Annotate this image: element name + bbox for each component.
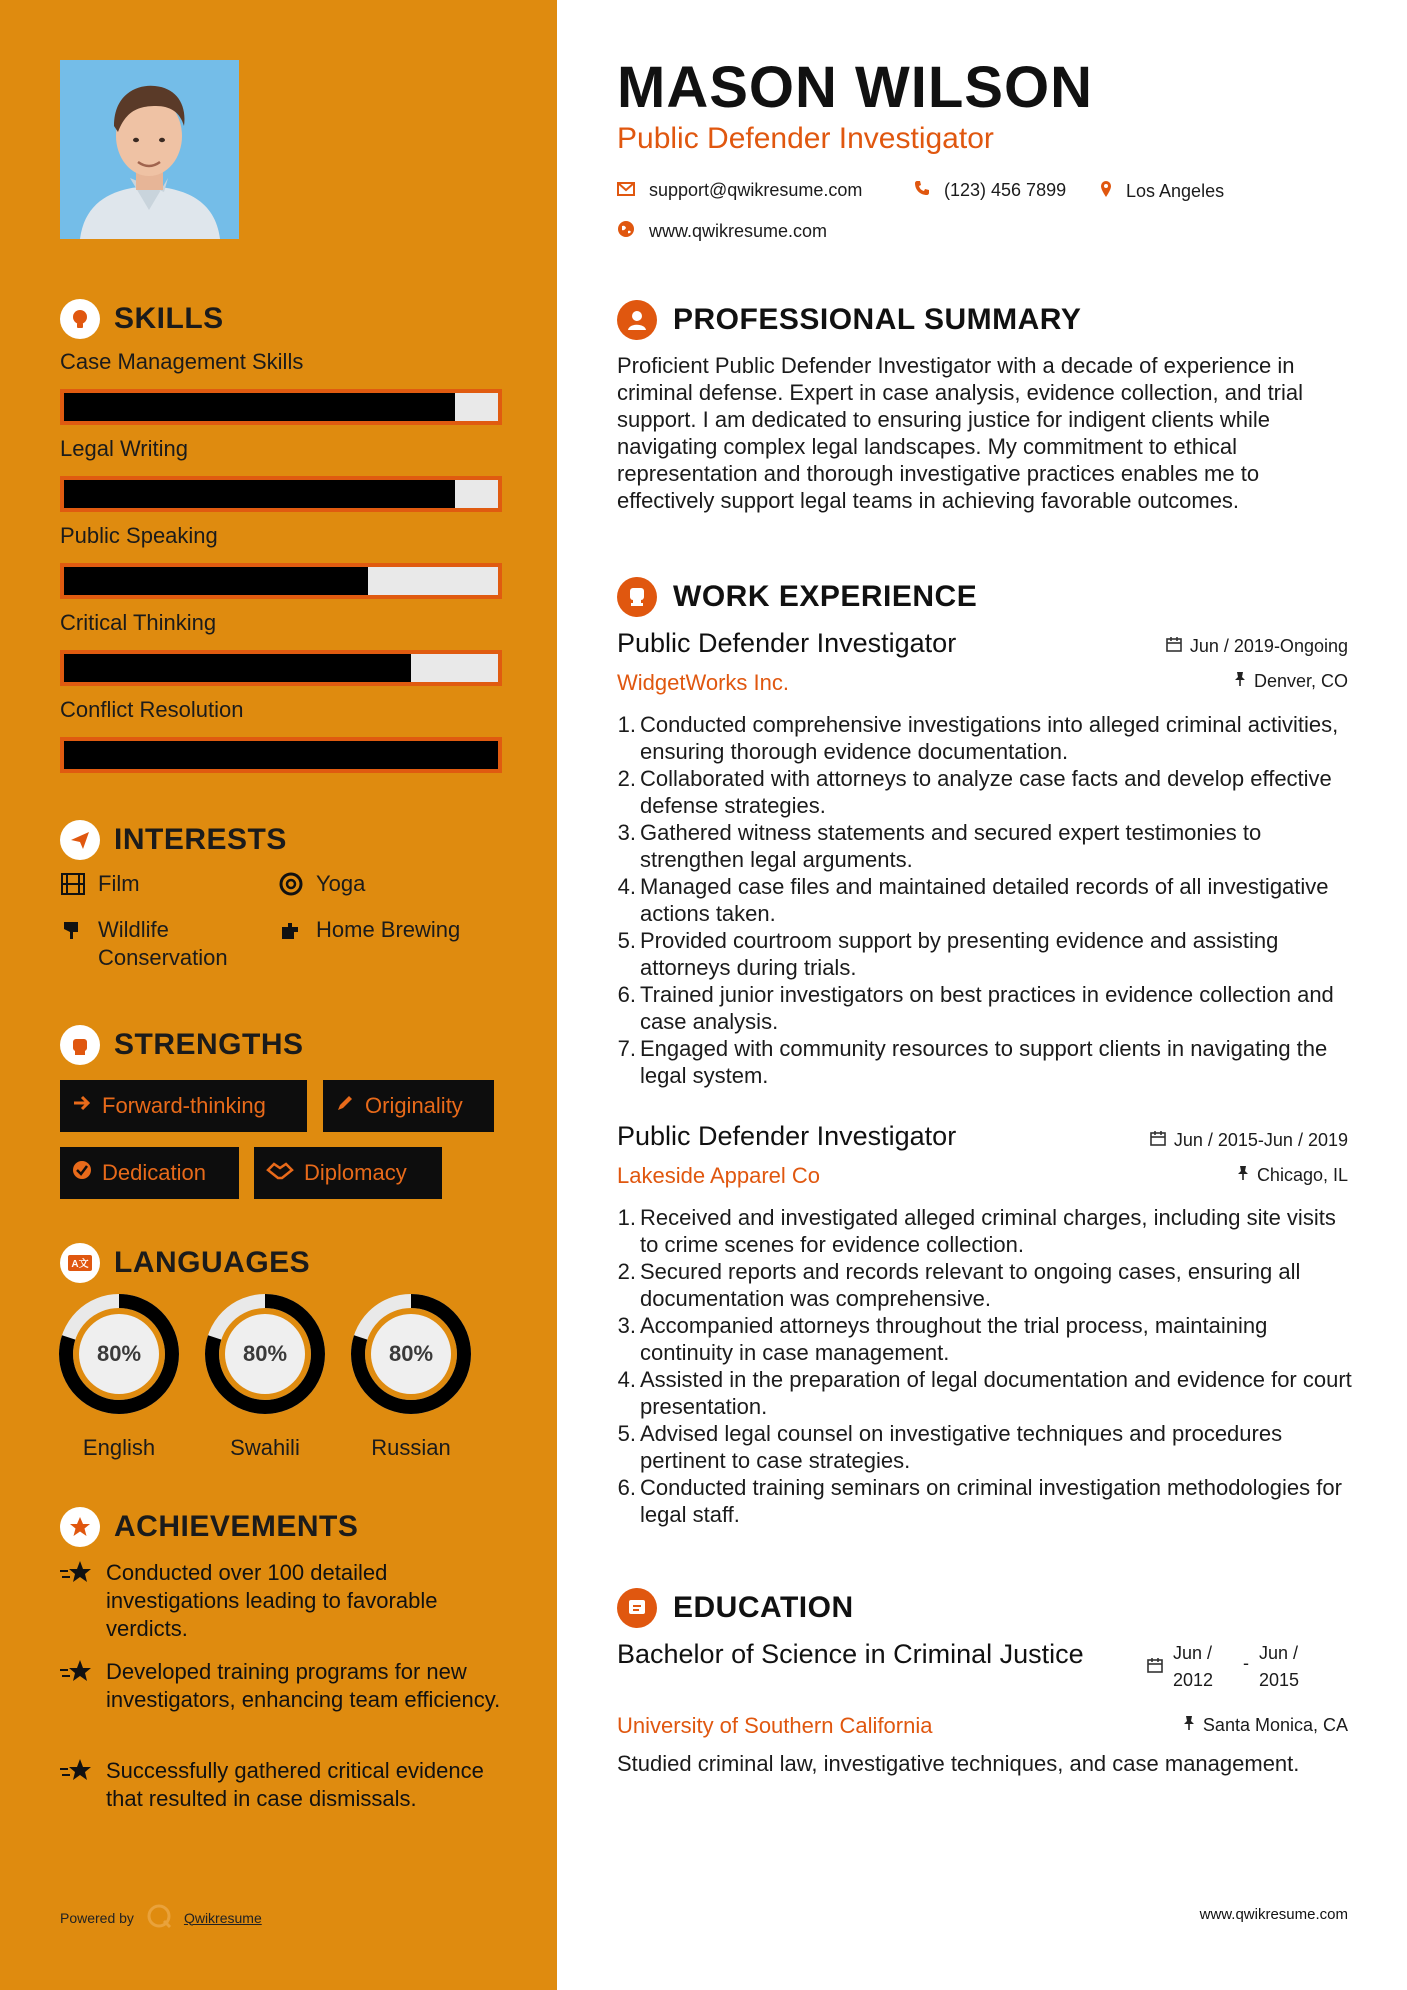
job-location [1234, 671, 1348, 692]
degree-title: Bachelor of Science in Criminal Justice [617, 1639, 1084, 1669]
skill-bar [60, 476, 502, 512]
skill-item [60, 349, 502, 425]
interests-title: INTERESTS [114, 823, 287, 856]
summary-text: Proficient Public Defender Investigator with a decade of experience in criminal defense. Expert in case analysis, evidence collection, and trial support. I am dedicated to ensuring justice for indigent clients while navigating complex legal landscapes. My commitment to ethical representation and thorough investigative practices enables me to effectively support legal teams in achieving favorable outcomes. [617, 353, 1304, 513]
duty-item: 1. Conducted comprehensive investigations into alleged criminal activities, ensuring thorough evidence documentation. [612, 711, 1352, 765]
job-dates [1166, 636, 1348, 657]
lifebuoy-icon [278, 870, 304, 898]
duty-item: 5. Advised legal counsel on investigative techniques and procedures pertinent to case strategies. [612, 1420, 1352, 1474]
strengths-heading [60, 1025, 304, 1065]
education-description: Studied criminal law, investigative techniques, and case management. [617, 1751, 1300, 1776]
powered-by [60, 1903, 262, 1932]
briefcase-icon [617, 577, 657, 617]
skill-name: Case Management Skills [60, 349, 304, 374]
fist-icon [60, 1025, 100, 1065]
star-icon [60, 1658, 94, 1688]
job-dates-text: Jun / 2015-Jun / 2019 [1173, 1130, 1348, 1150]
language-item [349, 1292, 473, 1461]
duty-item: 3. Accompanied attorneys throughout the trial process, maintaining continuity in case management. [612, 1312, 1352, 1366]
interest-label: Film [98, 871, 140, 896]
duty-text: Conducted training seminars on criminal investigation methodologies for legal staff. [640, 1475, 1342, 1527]
language-item [57, 1292, 181, 1461]
qwikresume-link[interactable]: Qwikresume [183, 1909, 262, 1926]
email-text[interactable]: support@qwikresume.com [649, 180, 863, 200]
job-location [1237, 1165, 1348, 1186]
calendar-icon [1147, 1654, 1163, 1694]
location-text: Los Angeles [1126, 181, 1225, 201]
strength-chip [60, 1080, 307, 1132]
footer-url[interactable]: www.qwikresume.com [1199, 1906, 1348, 1923]
education-dates [1147, 1640, 1319, 1694]
duty-text: Advised legal counsel on investigative techniques and procedures pertinent to case strategies. [640, 1421, 1283, 1473]
svg-text:A文: A文 [71, 1259, 89, 1270]
pushpin-icon [1234, 671, 1246, 692]
contact-email [617, 180, 862, 201]
school-name: University of Southern California [617, 1713, 933, 1738]
contact-location [1100, 180, 1224, 203]
globe-icon [617, 220, 635, 243]
calendar-icon [1150, 1130, 1166, 1151]
skill-bar-fill [64, 567, 368, 595]
duty-text: Trained junior investigators on best practices in evidence collection and case analysis. [640, 982, 1334, 1034]
date-separator: - [1243, 1653, 1249, 1673]
interests-heading [60, 820, 287, 860]
interest-item [60, 870, 140, 898]
user-icon [617, 300, 657, 340]
language-percent: 80% [96, 1341, 142, 1366]
skill-item [60, 436, 502, 512]
interest-label: Home Brewing [316, 917, 461, 942]
interest-item [278, 870, 365, 898]
duty-text: Gathered witness statements and secured expert testimonies to strengthen legal arguments. [640, 820, 1262, 872]
duty-text: Accompanied attorneys throughout the trial process, maintaining continuity in case management. [640, 1313, 1268, 1365]
summary-title: PROFESSIONAL SUMMARY [673, 303, 1082, 336]
qwikresume-logo-icon [146, 1903, 172, 1932]
lightbulb-icon [60, 299, 100, 339]
duty-text: Engaged with community resources to support clients in navigating the legal system. [640, 1036, 1328, 1088]
pushpin-icon [1183, 1715, 1195, 1736]
education-location-text: Santa Monica, CA [1202, 1715, 1348, 1735]
achievements-heading [60, 1507, 358, 1547]
puzzle-icon [278, 916, 304, 944]
duty-item: 5. Provided courtroom support by presenting evidence and assisting attorneys during trials. [612, 927, 1352, 981]
skills-heading [60, 299, 224, 339]
graduation-icon [617, 1588, 657, 1628]
strength-label: Originality [365, 1093, 463, 1118]
duty-text: Assisted in the preparation of legal documentation and evidence for court presentation. [640, 1367, 1352, 1419]
strength-label: Diplomacy [304, 1160, 407, 1185]
pencil-icon [335, 1093, 355, 1119]
profile-photo [60, 60, 239, 239]
skill-bar [60, 650, 502, 686]
strength-label: Forward-thinking [102, 1093, 266, 1118]
map-pin-icon [1100, 180, 1112, 203]
job-duties [612, 711, 1352, 1089]
education-end: Jun / 2015 [1259, 1643, 1300, 1690]
summary-heading [617, 300, 1081, 340]
job-title: Public Defender Investigator [617, 628, 957, 658]
duty-item: 6. Conducted training seminars on criminal investigation methodologies for legal staff. [612, 1474, 1352, 1528]
language-name: Swahili [230, 1435, 300, 1460]
interest-item [60, 916, 260, 972]
duty-item: 3. Gathered witness statements and secured expert testimonies to strengthen legal arguments. [612, 819, 1352, 873]
powered-by-label: Powered by [60, 1909, 134, 1926]
strength-label: Dedication [102, 1160, 206, 1185]
skills-title: SKILLS [114, 302, 224, 335]
strength-chip [60, 1147, 239, 1199]
education-location [1183, 1715, 1348, 1736]
arrow-right-icon [72, 1093, 92, 1119]
star-icon [60, 1559, 94, 1589]
languages-title: LANGUAGES [114, 1246, 311, 1279]
sidebar [0, 0, 557, 1990]
duty-item: 6. Trained junior investigators on best practices in evidence collection and case analysis. [612, 981, 1352, 1035]
language-ring [203, 1292, 327, 1416]
experience-heading [617, 577, 977, 617]
skill-item [60, 523, 502, 599]
job-location-text: Denver, CO [1253, 671, 1348, 691]
language-ring [57, 1292, 181, 1416]
strength-chip [323, 1080, 494, 1132]
interest-label: Yoga [316, 871, 366, 896]
experience-title: WORK EXPERIENCE [673, 580, 978, 613]
skill-name: Legal Writing [60, 436, 188, 461]
education-title: EDUCATION [673, 1591, 854, 1624]
duty-item: 4. Managed case files and maintained detailed records of all investigative actions taken. [612, 873, 1352, 927]
achievements-title: ACHIEVEMENTS [114, 1510, 359, 1543]
language-ring [349, 1292, 473, 1416]
film-icon [60, 870, 86, 898]
language-percent: 80% [388, 1341, 434, 1366]
interest-item [278, 916, 460, 944]
duty-text: Received and investigated alleged criminal charges, including site visits to crime scenes for evidence collection. [640, 1205, 1336, 1257]
interest-label: Wildlife Conservation [98, 917, 228, 970]
skill-bar [60, 737, 502, 773]
website-text[interactable]: www.qwikresume.com [649, 221, 828, 241]
language-name: English [82, 1435, 156, 1460]
paw-icon [60, 916, 86, 944]
achievement-item [60, 1559, 510, 1643]
language-item [203, 1292, 327, 1461]
phone-icon [914, 180, 930, 201]
languages-heading [60, 1243, 310, 1283]
job-duties [612, 1204, 1352, 1528]
duty-text: Managed case files and maintained detailed records of all investigative actions taken. [640, 874, 1329, 926]
strengths-title: STRENGTHS [114, 1028, 304, 1061]
star-icon [60, 1757, 94, 1787]
job-dates-text: Jun / 2019-Ongoing [1189, 636, 1348, 656]
strength-chip [254, 1147, 442, 1199]
check-circle-icon [72, 1160, 92, 1186]
duty-item: 2. Collaborated with attorneys to analyze case facts and develop effective defense strategies. [612, 765, 1352, 819]
company-name: WidgetWorks Inc. [617, 670, 789, 695]
achievement-text: Conducted over 100 detailed investigations leading to favorable verdicts. [106, 1560, 438, 1641]
skill-name: Conflict Resolution [60, 697, 244, 722]
candidate-name: MASON WILSON [617, 55, 1093, 120]
language-name: Russian [371, 1435, 451, 1460]
language-percent: 80% [242, 1341, 288, 1366]
skill-bar [60, 389, 502, 425]
duty-text: Conducted comprehensive investigations into alleged criminal activities, ensuring thorough evidence documentation. [640, 712, 1339, 764]
skill-bar-fill [64, 741, 498, 769]
pushpin-icon [1237, 1165, 1249, 1186]
achievement-item [60, 1658, 510, 1714]
skill-bar-fill [64, 393, 455, 421]
phone-text: (123) 456 7899 [944, 180, 1067, 200]
duty-text: Secured reports and records relevant to ongoing cases, ensuring all documentation was comprehensive. [640, 1259, 1301, 1311]
duty-item: 4. Assisted in the preparation of legal documentation and evidence for court presentation. [617, 1367, 1352, 1419]
job-location-text: Chicago, IL [1256, 1165, 1348, 1185]
duty-text: Provided courtroom support by presenting evidence and assisting attorneys during trials. [640, 928, 1279, 980]
skill-item [60, 610, 502, 686]
skill-bar-fill [64, 654, 411, 682]
skill-bar [60, 563, 502, 599]
duty-item: 2. Secured reports and records relevant to ongoing cases, ensuring all documentation was comprehensive. [612, 1258, 1352, 1312]
skill-bar-fill [64, 480, 455, 508]
paper-plane-icon [60, 820, 100, 860]
duty-item: 7. Engaged with community resources to support clients in navigating the legal system. [612, 1035, 1352, 1089]
envelope-icon [617, 180, 635, 201]
duty-text: Collaborated with attorneys to analyze case facts and develop effective defense strategies. [640, 766, 1332, 818]
skill-item [60, 697, 502, 773]
skill-name: Public Speaking [60, 523, 218, 548]
candidate-title: Public Defender Investigator [617, 122, 994, 155]
calendar-icon [1166, 636, 1182, 657]
skill-name: Critical Thinking [60, 610, 217, 635]
job-dates [1150, 1130, 1348, 1151]
education-start: Jun / 2012 [1173, 1643, 1214, 1690]
language-icon [60, 1243, 100, 1283]
contact-phone [914, 180, 1066, 201]
star-icon [60, 1507, 100, 1547]
achievement-text: Developed training programs for new investigators, enhancing team efficiency. [106, 1659, 501, 1712]
contact-website [617, 220, 827, 243]
job-title: Public Defender Investigator [617, 1121, 957, 1151]
achievement-item [60, 1757, 510, 1813]
achievement-text: Successfully gathered critical evidence that resulted in case dismissals. [106, 1758, 484, 1811]
duty-item: 1. Received and investigated alleged criminal charges, including site visits to crime scenes for evidence collection. [612, 1204, 1352, 1258]
company-name: Lakeside Apparel Co [617, 1163, 821, 1188]
education-heading [617, 1588, 854, 1628]
handshake-icon [266, 1160, 294, 1186]
